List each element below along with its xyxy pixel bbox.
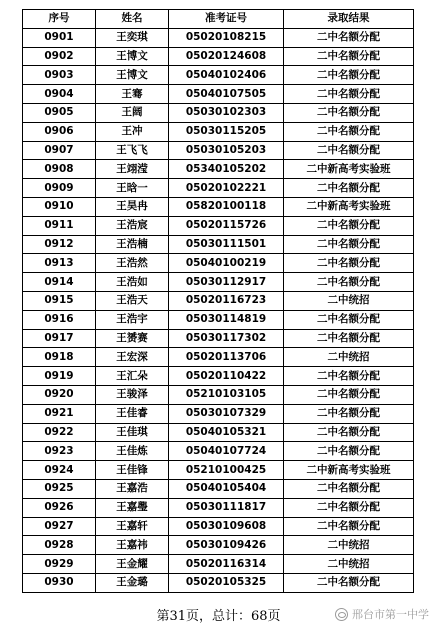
cell-admission-result: 二中名额分配 (284, 517, 414, 536)
cell-admission-result: 二中名额分配 (284, 179, 414, 198)
cell-serial-number: 0920 (23, 385, 96, 404)
cell-exam-ticket-number: 05030105203 (169, 141, 284, 160)
cell-admission-result: 二中名额分配 (284, 28, 414, 47)
cell-admission-result: 二中统招 (284, 536, 414, 555)
table-row (23, 367, 414, 386)
cell-serial-number: 0918 (23, 348, 96, 367)
cell-name: 王佳睿 (96, 404, 169, 423)
cell-serial-number: 0929 (23, 555, 96, 574)
cell-exam-ticket-number: 05040107505 (169, 85, 284, 104)
cell-name: 王骏泽 (96, 385, 169, 404)
cell-admission-result: 二中名额分配 (284, 404, 414, 423)
cell-serial-number: 0903 (23, 66, 96, 85)
cell-admission-result: 二中统招 (284, 348, 414, 367)
cell-exam-ticket-number: 05030111817 (169, 498, 284, 517)
cell-serial-number: 0930 (23, 573, 96, 592)
cell-name: 王嘉璺 (96, 498, 169, 517)
table-row (23, 66, 414, 85)
cell-name: 王骞 (96, 85, 169, 104)
cell-exam-ticket-number: 05210100425 (169, 461, 284, 480)
cell-admission-result: 二中新高考实验班 (284, 160, 414, 179)
cell-serial-number: 0901 (23, 28, 96, 47)
header-serial-number: 序号 (23, 10, 96, 29)
cell-admission-result: 二中名额分配 (284, 66, 414, 85)
cell-name: 王昊冉 (96, 197, 169, 216)
table-row (23, 273, 414, 292)
header-name: 姓名 (96, 10, 169, 29)
cell-exam-ticket-number: 05020102221 (169, 179, 284, 198)
cell-exam-ticket-number: 05030109426 (169, 536, 284, 555)
table-header-row (23, 10, 414, 29)
table-row (23, 197, 414, 216)
cell-name: 王浩然 (96, 254, 169, 273)
cell-serial-number: 0919 (23, 367, 96, 386)
cell-name: 王博文 (96, 47, 169, 66)
wechat-icon (335, 608, 348, 621)
cell-exam-ticket-number: 05030117302 (169, 329, 284, 348)
cell-exam-ticket-number: 05030111501 (169, 235, 284, 254)
cell-admission-result: 二中名额分配 (284, 310, 414, 329)
admission-results-table (22, 9, 414, 593)
cell-exam-ticket-number: 05030115205 (169, 122, 284, 141)
cell-admission-result: 二中名额分配 (284, 254, 414, 273)
cell-name: 王嘉轩 (96, 517, 169, 536)
cell-exam-ticket-number: 05030114819 (169, 310, 284, 329)
cell-exam-ticket-number: 05040100219 (169, 254, 284, 273)
table-row (23, 442, 414, 461)
table-row (23, 160, 414, 179)
cell-serial-number: 0902 (23, 47, 96, 66)
cell-serial-number: 0927 (23, 517, 96, 536)
cell-serial-number: 0922 (23, 423, 96, 442)
table-row (23, 122, 414, 141)
cell-serial-number: 0923 (23, 442, 96, 461)
cell-exam-ticket-number: 05040107724 (169, 442, 284, 461)
watermark (335, 606, 429, 622)
cell-name: 王浩宸 (96, 216, 169, 235)
table-row (23, 385, 414, 404)
cell-admission-result: 二中名额分配 (284, 47, 414, 66)
table-row (23, 85, 414, 104)
cell-exam-ticket-number: 05340105202 (169, 160, 284, 179)
cell-exam-ticket-number: 05820100118 (169, 197, 284, 216)
cell-name: 王奕琪 (96, 28, 169, 47)
table-row (23, 573, 414, 592)
cell-serial-number: 0928 (23, 536, 96, 555)
cell-exam-ticket-number: 05040105404 (169, 479, 284, 498)
cell-admission-result: 二中名额分配 (284, 329, 414, 348)
cell-name: 王嘉浩 (96, 479, 169, 498)
table-row (23, 479, 414, 498)
cell-serial-number: 0915 (23, 291, 96, 310)
cell-exam-ticket-number: 05020116723 (169, 291, 284, 310)
cell-admission-result: 二中名额分配 (284, 498, 414, 517)
table-row (23, 216, 414, 235)
cell-serial-number: 0924 (23, 461, 96, 480)
cell-serial-number: 0925 (23, 479, 96, 498)
table-row (23, 329, 414, 348)
table-row (23, 461, 414, 480)
cell-serial-number: 0906 (23, 122, 96, 141)
cell-exam-ticket-number: 05030109608 (169, 517, 284, 536)
cell-serial-number: 0912 (23, 235, 96, 254)
cell-serial-number: 0910 (23, 197, 96, 216)
cell-admission-result: 二中名额分配 (284, 385, 414, 404)
cell-name: 王晗一 (96, 179, 169, 198)
cell-name: 王浩宇 (96, 310, 169, 329)
watermark-text: 邢台市第一中学 (352, 608, 429, 621)
cell-exam-ticket-number: 05020116314 (169, 555, 284, 574)
cell-serial-number: 0907 (23, 141, 96, 160)
cell-admission-result: 二中名额分配 (284, 122, 414, 141)
cell-exam-ticket-number: 05210103105 (169, 385, 284, 404)
cell-serial-number: 0911 (23, 216, 96, 235)
cell-admission-result: 二中名额分配 (284, 479, 414, 498)
cell-name: 王佳琪 (96, 423, 169, 442)
cell-exam-ticket-number: 05020108215 (169, 28, 284, 47)
table-row (23, 254, 414, 273)
cell-admission-result: 二中统招 (284, 291, 414, 310)
cell-admission-result: 二中名额分配 (284, 235, 414, 254)
table-row (23, 517, 414, 536)
cell-name: 王宏深 (96, 348, 169, 367)
cell-name: 王浩如 (96, 273, 169, 292)
header-admission-result: 录取结果 (284, 10, 414, 29)
cell-exam-ticket-number: 05020115726 (169, 216, 284, 235)
cell-admission-result: 二中名额分配 (284, 367, 414, 386)
cell-name: 王翊滢 (96, 160, 169, 179)
table-row (23, 404, 414, 423)
cell-serial-number: 0913 (23, 254, 96, 273)
cell-name: 王赟赛 (96, 329, 169, 348)
cell-serial-number: 0904 (23, 85, 96, 104)
cell-name: 王嘉祎 (96, 536, 169, 555)
cell-serial-number: 0908 (23, 160, 96, 179)
cell-exam-ticket-number: 05030112917 (169, 273, 284, 292)
cell-admission-result: 二中新高考实验班 (284, 197, 414, 216)
table-row (23, 235, 414, 254)
table-row (23, 310, 414, 329)
cell-name: 王佳炼 (96, 442, 169, 461)
table-row (23, 423, 414, 442)
cell-name: 王金璐 (96, 573, 169, 592)
cell-admission-result: 二中名额分配 (284, 85, 414, 104)
table-row (23, 555, 414, 574)
cell-serial-number: 0921 (23, 404, 96, 423)
cell-serial-number: 0926 (23, 498, 96, 517)
cell-name: 王博文 (96, 66, 169, 85)
cell-name: 王金耀 (96, 555, 169, 574)
cell-exam-ticket-number: 05030102303 (169, 103, 284, 122)
cell-admission-result: 二中名额分配 (284, 216, 414, 235)
cell-serial-number: 0905 (23, 103, 96, 122)
cell-admission-result: 二中名额分配 (284, 273, 414, 292)
table-row (23, 498, 414, 517)
cell-admission-result: 二中名额分配 (284, 442, 414, 461)
cell-admission-result: 二中名额分配 (284, 423, 414, 442)
cell-admission-result: 二中统招 (284, 555, 414, 574)
cell-admission-result: 二中新高考实验班 (284, 461, 414, 480)
cell-exam-ticket-number: 05020124608 (169, 47, 284, 66)
table-row (23, 47, 414, 66)
cell-admission-result: 二中名额分配 (284, 103, 414, 122)
header-exam-ticket-number: 准考证号 (169, 10, 284, 29)
cell-name: 王浩天 (96, 291, 169, 310)
cell-exam-ticket-number: 05020113706 (169, 348, 284, 367)
cell-name: 王汇朵 (96, 367, 169, 386)
table-row (23, 348, 414, 367)
cell-exam-ticket-number: 05020105325 (169, 573, 284, 592)
cell-serial-number: 0909 (23, 179, 96, 198)
cell-exam-ticket-number: 05020110422 (169, 367, 284, 386)
cell-name: 王浩楠 (96, 235, 169, 254)
table-row (23, 103, 414, 122)
table-row (23, 28, 414, 47)
page-count-footer: 第31页，总计：68页 (156, 609, 281, 624)
table-row (23, 179, 414, 198)
cell-serial-number: 0916 (23, 310, 96, 329)
cell-name: 王阔 (96, 103, 169, 122)
table-row (23, 291, 414, 310)
cell-admission-result: 二中名额分配 (284, 573, 414, 592)
table-row (23, 141, 414, 160)
cell-name: 王冲 (96, 122, 169, 141)
cell-serial-number: 0917 (23, 329, 96, 348)
cell-exam-ticket-number: 05040105321 (169, 423, 284, 442)
cell-exam-ticket-number: 05040102406 (169, 66, 284, 85)
table-row (23, 536, 414, 555)
cell-exam-ticket-number: 05030107329 (169, 404, 284, 423)
cell-serial-number: 0914 (23, 273, 96, 292)
cell-admission-result: 二中名额分配 (284, 141, 414, 160)
table-body (23, 28, 414, 592)
cell-name: 王飞飞 (96, 141, 169, 160)
cell-name: 王佳锋 (96, 461, 169, 480)
